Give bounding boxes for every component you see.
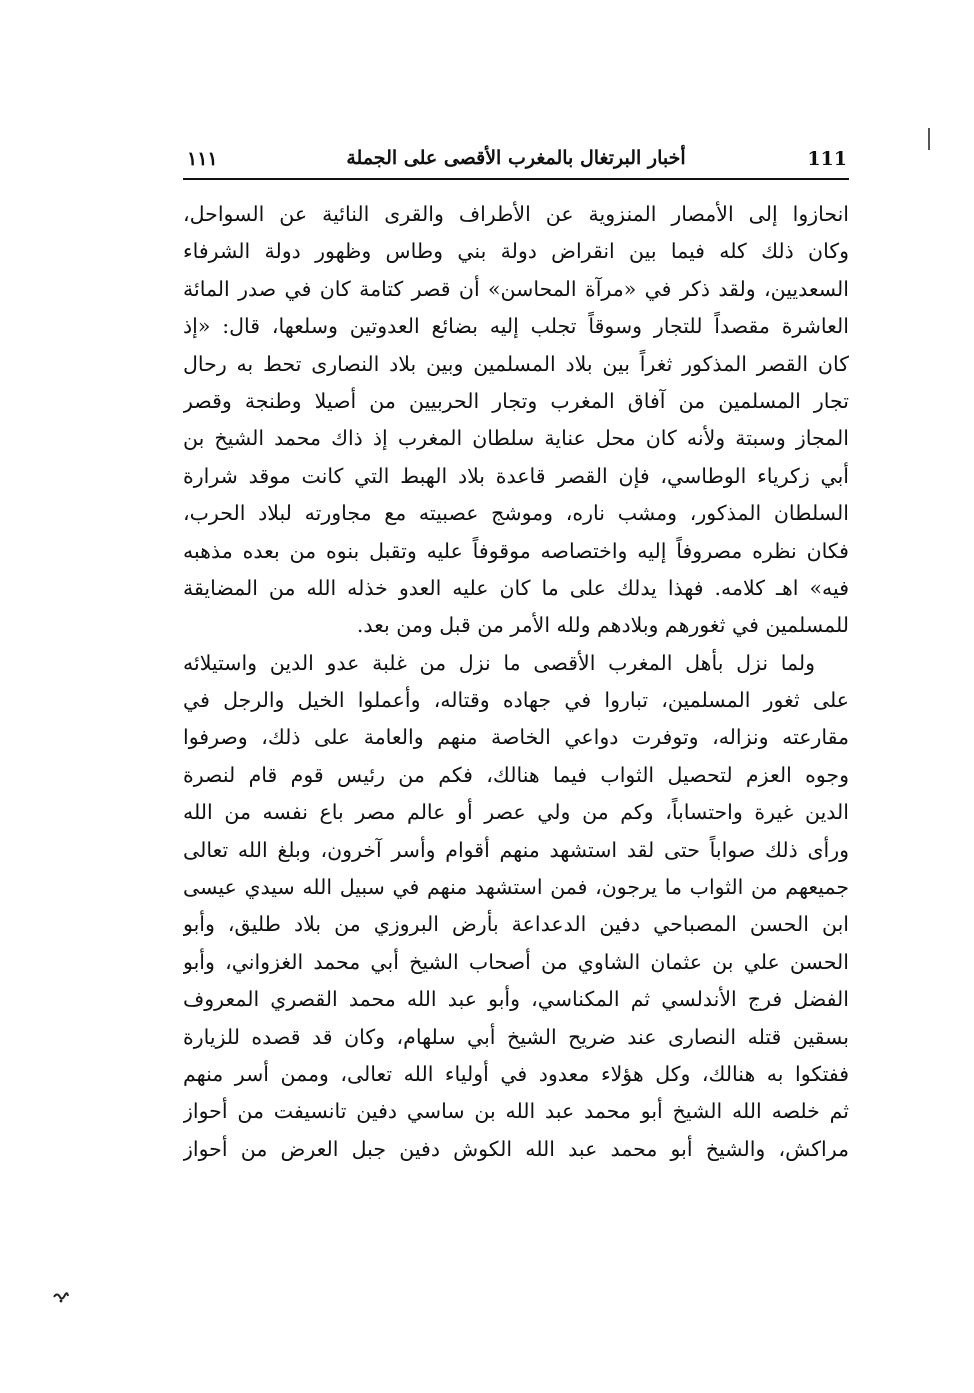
text-line: جميعهم من الثواب ما يرجون، فمن استشهد منهم في سبيل الله سيدي عيسى — [183, 875, 849, 900]
body-text — [183, 196, 849, 1168]
scan-edge-mark — [928, 128, 930, 150]
text-line: المجاز وسبتة ولأنه كان محل عناية سلطان المغرب إذ ذاك محمد الشيخ بن — [183, 426, 849, 451]
page-number-latin: 111 — [807, 148, 847, 170]
text-line: أبي زكرياء الوطاسي، فإن القصر قاعدة بلاد الهبط التي كانت موقد شرارة — [183, 463, 849, 488]
text-line: تجار المسلمين من آفاق المغرب وتجار الحربيين من أصيلا وطنجة وقصر — [183, 388, 849, 413]
text-line: السعديين، ولقد ذكر في «مرآة المحاسن» أن قصر كتامة كان في صدر المائة — [183, 276, 849, 301]
text-line: فكان نظره مصروفاً إليه واختصاصه موقوفاً عليه وتقبل بنوه من بعده مذهبه — [183, 538, 849, 563]
text-line: ابن الحسن المصباحي دفين الدعداعة بأرض البروزي من بلاد طليق، وأبو — [183, 912, 849, 937]
text-line: مقارعته ونزاله، وتوفرت دواعي الخاصة منهم والعامة على ذلك، وصرفوا — [183, 725, 849, 750]
text-line: العاشرة مقصداً للتجار وسوقاً تجلب إليه بضائع العدوتين وسلعها، قال: «إذ — [183, 314, 849, 339]
text-line: الحسن علي بن عثمان الشاوي من أصحاب الشيخ أبي محمد الغزواني، وأبو — [183, 949, 849, 974]
text-line: انحازوا إلى الأمصار المنزوية عن الأطراف والقرى النائية عن السواحل، — [183, 202, 849, 226]
page-number-arabic: ١١١ — [187, 148, 218, 170]
text-line: مراكش، والشيخ أبو محمد عبد الله الكوش دفين جبل العرض من أحواز — [183, 1136, 849, 1161]
paragraph-start-line: ولما نزل بأهل المغرب الأقصى ما نزل من غلبة عدو الدين واستيلائه — [183, 650, 815, 675]
text-line: على ثغور المسلمين، تباروا في جهاده وقتاله، وأعملوا الخيل والرجل في — [183, 688, 849, 713]
ink-mark-icon — [52, 1288, 70, 1304]
header-rule — [183, 178, 849, 180]
text-line: الدين غيرة واحتساباً، وكم من ولي عصر أو عالم مصر باع نفسه من الله — [183, 800, 849, 825]
text-line: ثم خلصه الله الشيخ أبو محمد عبد الله بن ساسي دفين تانسيفت من أحواز — [183, 1099, 849, 1124]
text-line: وجوه العزم لتحصيل الثواب فيما هنالك، فكم من رئيس قوم قام لنصرة — [183, 762, 849, 787]
text-line: ورأى ذلك صواباً حتى لقد استشهد منهم أقوام وأسر آخرون، وبلغ الله تعالى — [183, 837, 849, 862]
page-header — [183, 140, 849, 180]
text-line: فيه» اهـ كلامه. فهذا يدلك على ما كان عليه العدو خذله الله من المضايقة — [183, 575, 849, 600]
text-line: للمسلمين في ثغورهم وبلادهم ولله الأمر من قبل ومن بعد. — [356, 613, 849, 638]
text-line: كان القصر المذكور ثغراً بين بلاد المسلمين وبين بلاد النصارى تحط به رحال — [183, 351, 849, 376]
text-line: بسقين قتله النصارى عند ضريح الشيخ أبي سلهام، وكان قد قصده للزيارة — [183, 1024, 849, 1049]
text-line: السلطان المذكور، ومشب ناره، وموشج عصبيته مع مجاورته لبلاد الحرب، — [183, 501, 849, 526]
text-line: وكان ذلك كله فيما بين انقراض دولة بني وطاس وظهور دولة الشرفاء — [183, 239, 849, 264]
running-title: أخبار البرتغال بالمغرب الأقصى على الجملة — [346, 147, 686, 169]
text-line: الفضل فرج الأندلسي ثم المكناسي، وأبو عبد الله محمد القصري المعروف — [183, 987, 849, 1012]
text-line: ففتكوا به هنالك، وكل هؤلاء معدود في أولياء الله تعالى، وممن أسر منهم — [183, 1061, 849, 1086]
